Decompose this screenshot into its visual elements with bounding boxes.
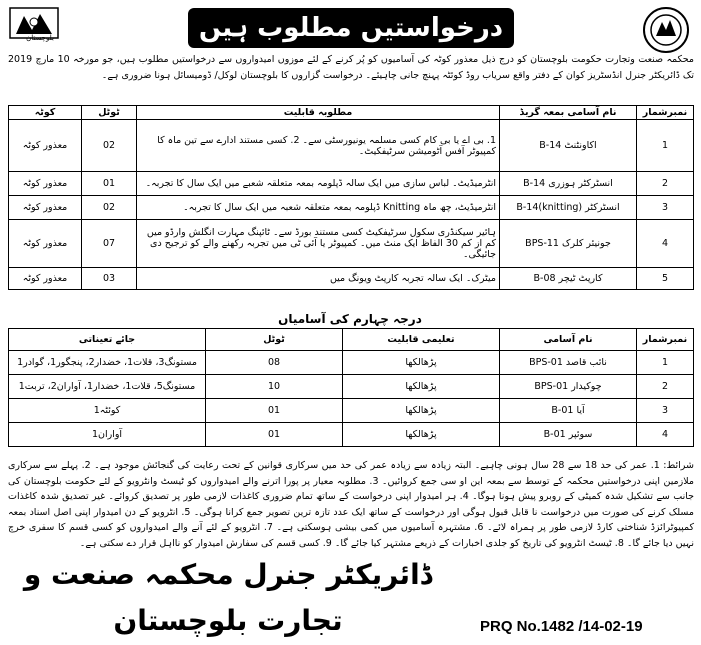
cell-posting-place: کوئٹہ1: [9, 399, 206, 423]
cell-posting-place: مستونگ3، قلات1، خضدار2، پنجگور1، گوادر1: [9, 351, 206, 375]
header-serial: نمبرشمار: [637, 106, 694, 120]
table-header-row: [9, 329, 694, 351]
header-qualification: مطلوبہ قابلیت: [137, 106, 500, 120]
cell-quota: معذور کوٹہ: [9, 120, 82, 172]
cell-serial: 4: [637, 423, 694, 447]
cell-qualification: انٹرمیڈیٹ، چھ ماہ Knitting ڈپلومہ بمعہ متعلقہ شعبہ میں ایک سال کا تجربہ۔: [137, 196, 500, 220]
cell-serial: 2: [637, 172, 694, 196]
header-qualification: تعلیمی قابلیت: [343, 329, 500, 351]
cell-total: 10: [206, 375, 343, 399]
cell-total: 01: [82, 172, 137, 196]
cell-qualification: انٹرمیڈیٹ۔ لباس سازی میں ایک سالہ ڈپلومہ بمعہ متعلقہ شعبے میں ایک سال کا تجربہ۔: [137, 172, 500, 196]
table-row: [9, 423, 694, 447]
header-post: نام آسامی: [500, 329, 637, 351]
intro-paragraph: محکمہ صنعت وتجارت حکومت بلوچستان کو درج ذیل معذور کوٹہ کی آسامیوں کو پُر کرنے کے لئے موزوں امیدواروں سے درخواستیں مطلوب ہیں، جو مورخہ 10 مارچ 2019 تک ڈائریکٹر جنرل انڈسٹریز کوان کے دفتر واقع سریاب روڈ کوئٹہ پہنچ جانی چاہیئے۔ درخواست گزاروں کا بلوچستان لوکل/ ڈومیسائل ہونا ضروری ہے۔: [8, 54, 694, 81]
page-title: درخواستیں مطلوب ہیں: [188, 8, 514, 48]
table-row: [9, 268, 694, 290]
cell-serial: 1: [637, 351, 694, 375]
industries-emblem-icon: [638, 6, 694, 54]
header-posting-place: جائے تعیناتی: [9, 329, 206, 351]
logo-left-caption: بلوچستان: [26, 34, 54, 42]
cell-serial: 5: [637, 268, 694, 290]
header-quota: کوٹہ: [9, 106, 82, 120]
government-logo: [6, 6, 62, 54]
cell-post: چوکیدار BPS-01: [500, 375, 637, 399]
cell-post: نائب قاصد BPS-01: [500, 351, 637, 375]
table-header-row: [9, 106, 694, 120]
cell-total: 07: [82, 220, 137, 268]
balochistan-emblem-icon: [6, 6, 62, 54]
table-row: [9, 172, 694, 196]
cell-total: 02: [82, 196, 137, 220]
cell-post: انسٹرکٹر B-14(knitting): [500, 196, 637, 220]
cell-posting-place: مستونگ5، قلات1، خضدار1، آواران2، تربت1: [9, 375, 206, 399]
prq-number: PRQ No.1482 /14-02-19: [480, 618, 643, 635]
cell-qualification: ہائیر سیکنڈری سکول سرٹیفکیٹ کسی مستند بورڈ سے۔ ٹائپنگ مہارت انگلش وارڈو میں کم از کم 30 الفاظ ایک منٹ میں۔ کمپیوٹر یا آئی ٹی میں تجربہ رکھنے والے کو ترجیح دی جائیگی۔: [137, 220, 500, 268]
cell-qualification: پڑھالکھا: [343, 423, 500, 447]
table-row: [9, 351, 694, 375]
cell-qualification: پڑھالکھا: [343, 351, 500, 375]
cell-post: انسٹرکٹر ہوزری B-14: [500, 172, 637, 196]
table-row: [9, 220, 694, 268]
cell-serial: 4: [637, 220, 694, 268]
cell-qualification: پڑھالکھا: [343, 375, 500, 399]
signature-line-2: تجارت بلوچستان: [113, 604, 343, 637]
header-total: ٹوٹل: [206, 329, 343, 351]
table-row: [9, 196, 694, 220]
table-row: [9, 120, 694, 172]
cell-total: 01: [206, 423, 343, 447]
cell-quota: معذور کوٹہ: [9, 220, 82, 268]
posts-table: [8, 105, 694, 290]
table-row: [9, 399, 694, 423]
department-logo: [638, 6, 694, 54]
cell-qualification: 1. بی اے یا بی کام کسی مسلمہ یونیورسٹی سے۔ 2. کسی مستند ادارے سے تین ماہ کا کمپیوٹر آفس آٹومیشن سرٹیفکیٹ۔: [137, 120, 500, 172]
cell-total: 08: [206, 351, 343, 375]
cell-posting-place: آواران1: [9, 423, 206, 447]
header-serial: نمبرشمار: [637, 329, 694, 351]
terms-and-conditions: شرائط: 1. عمر کی حد 18 سے 28 سال ہونی چاہیے۔ البتہ زیادہ سے زیادہ عمر کی حد میں سرکاری قوانین کے تحت رعایت کی گنجائش موجود ہے۔ 2. پہلے سے سرکاری ملازمین اپنی درخواستیں محکمہ کے توسط سے بمعہ این او سی جمع کروائیں۔ 3. مطلوبہ معیار پر پورا اترنے والے امیدواروں کو ٹیسٹ وانٹرویو کے لئے حکومت بلوچستان کی جانب سے تشکیل شدہ کمیٹی کے روبرو پیش ہونا ہوگا۔ 4. ہر امیدوار اپنی درخواست کے ساتھ تمام ضروری کاغذات لازمی طور پر تصدیق کروائے۔ غیر تصدیق شدہ کاغذات مسلک کرنے کی صورت میں درخواست نا قابل قبول ہوگی اور درخواست کے ساتھ ایک عدد تازہ ترین تصویر جمع کرانا ہوگی۔ 5. انٹرویو کے دن امیدوار اپنی اصل اسناد بمعہ کمپیوٹرائزڈ شناختی کارڈ لازمی طور پر ہمراہ لائے۔ 6. مشتہرہ آسامیوں میں کمی بیشی ہوسکتی ہے۔ 7. انٹرویو کے لئے آنے والے امیدواروں کو کسی قسم کا سفری خرچ نہیں دیا جائے گا۔ 8. ٹیسٹ انٹرویو کی تاریخ کو جلدی اخبارات کے ذریعے مشتہر کیا جائے گا۔ 9. کسی قسم کی سفارش امیدوار کو نااہل قرار دے سکتی ہے۔: [8, 460, 695, 549]
cell-post: اکاونٹنٹ B-14: [500, 120, 637, 172]
cell-post: جونیئر کلرک BPS-11: [500, 220, 637, 268]
cell-serial: 3: [637, 399, 694, 423]
section-title-class-four: درجہ چہارم کی آسامیاں: [278, 312, 422, 326]
cell-post: کارپٹ ٹیچر B-08: [500, 268, 637, 290]
header-total: ٹوٹل: [82, 106, 137, 120]
cell-serial: 2: [637, 375, 694, 399]
class-four-posts-table: [8, 328, 694, 447]
cell-qualification: پڑھالکھا: [343, 399, 500, 423]
cell-post: سوئپر B-01: [500, 423, 637, 447]
cell-total: 03: [82, 268, 137, 290]
cell-serial: 1: [637, 120, 694, 172]
cell-qualification: میٹرک۔ ایک سالہ تجربہ کارپٹ ویونگ میں: [137, 268, 500, 290]
cell-total: 01: [206, 399, 343, 423]
cell-serial: 3: [637, 196, 694, 220]
signature-line-1: ڈائریکٹر جنرل محکمہ صنعت و: [23, 558, 433, 591]
cell-quota: معذور کوٹہ: [9, 172, 82, 196]
cell-post: آیا B-01: [500, 399, 637, 423]
table-row: [9, 375, 694, 399]
cell-quota: معذور کوٹہ: [9, 196, 82, 220]
header-post: نام آسامی بمعہ گریڈ: [500, 106, 637, 120]
cell-quota: معذور کوٹہ: [9, 268, 82, 290]
cell-total: 02: [82, 120, 137, 172]
